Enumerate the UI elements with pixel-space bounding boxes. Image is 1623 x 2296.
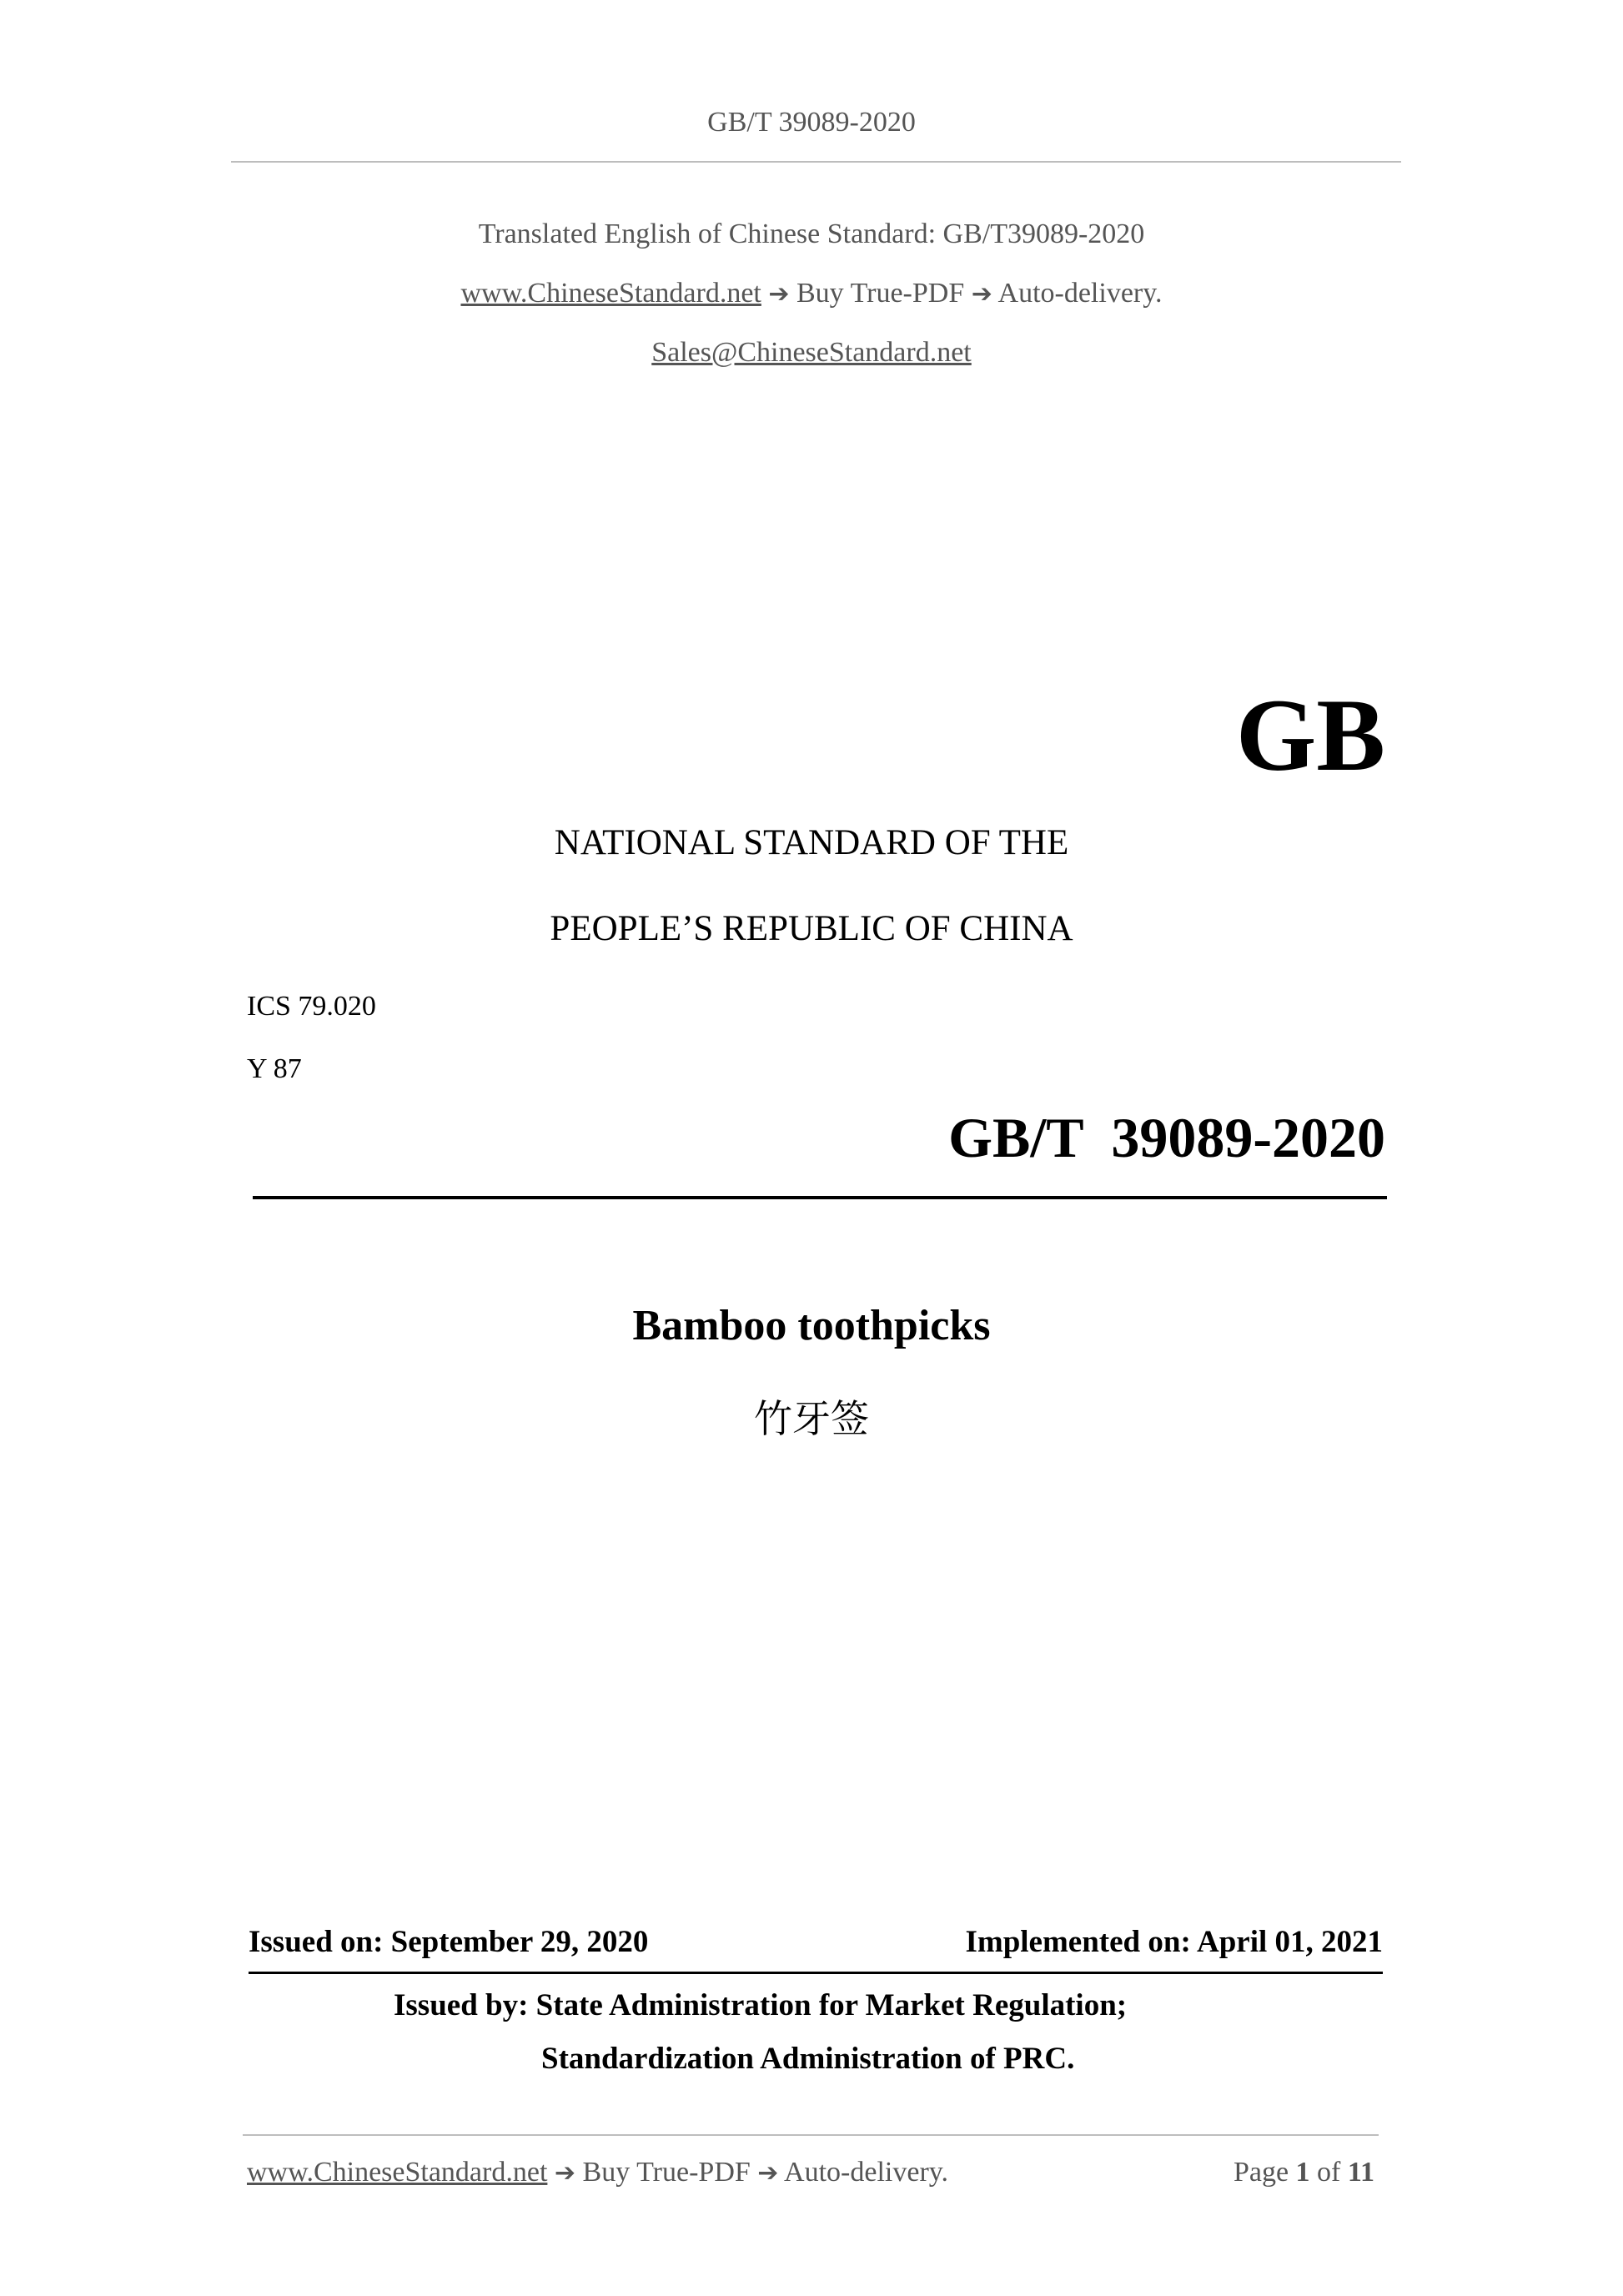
buy-true-pdf-text: Buy True-PDF xyxy=(796,278,965,309)
issued-by-line2: Standardization Administration of PRC. xyxy=(541,2042,1075,2076)
page-indicator xyxy=(1234,2157,1374,2188)
national-standard-line1: NATIONAL STANDARD OF THE xyxy=(554,823,1069,862)
gb-mark: GB xyxy=(1235,678,1385,792)
email-line xyxy=(0,337,1623,369)
standard-number-rule xyxy=(253,1196,1387,1199)
issued-by-line1: Issued by: State Administration for Market Regulation; xyxy=(394,1988,1128,2022)
purchase-line xyxy=(0,278,1623,309)
arrow-right-icon: ➔ xyxy=(768,279,790,309)
standard-number: GB/T 39089-2020 xyxy=(948,1106,1385,1169)
translation-notice: Translated English of Chinese Standard: GB/T39089-2020 xyxy=(478,219,1145,249)
total-pages: 11 xyxy=(1347,2157,1374,2188)
running-header: GB/T 39089-2020 xyxy=(707,107,916,138)
title-chinese: 竹牙签 xyxy=(754,1396,869,1441)
footer-buy-text: Buy True-PDF xyxy=(582,2157,751,2188)
of-label: of xyxy=(1317,2157,1341,2188)
arrow-right-icon: ➔ xyxy=(554,2158,576,2188)
email-link[interactable]: Sales@ChineseStandard.net xyxy=(651,337,972,368)
footer-purchase-line xyxy=(247,2157,948,2188)
footer-delivery-text: Auto-delivery. xyxy=(784,2157,949,2188)
issued-on: Issued on: September 29, 2020 xyxy=(249,1925,649,1959)
dates-rule xyxy=(249,1972,1383,1974)
site-link[interactable]: www.ChineseStandard.net xyxy=(460,278,761,309)
footer-site-link[interactable]: www.ChineseStandard.net xyxy=(247,2157,548,2188)
ics-code: ICS 79.020 xyxy=(247,991,376,1022)
footer-divider xyxy=(243,2134,1379,2136)
implemented-on: Implemented on: April 01, 2021 xyxy=(965,1925,1383,1959)
page-label: Page xyxy=(1233,2157,1289,2188)
arrow-right-icon: ➔ xyxy=(971,279,992,309)
page-number: 1 xyxy=(1295,2157,1310,2188)
title-english: Bamboo toothpicks xyxy=(632,1302,991,1349)
auto-delivery-text: Auto-delivery. xyxy=(997,278,1163,309)
arrow-right-icon: ➔ xyxy=(757,2158,779,2188)
header-divider xyxy=(231,161,1401,163)
national-standard-line2: PEOPLE’S REPUBLIC OF CHINA xyxy=(550,909,1073,948)
ccs-code: Y 87 xyxy=(247,1053,302,1084)
